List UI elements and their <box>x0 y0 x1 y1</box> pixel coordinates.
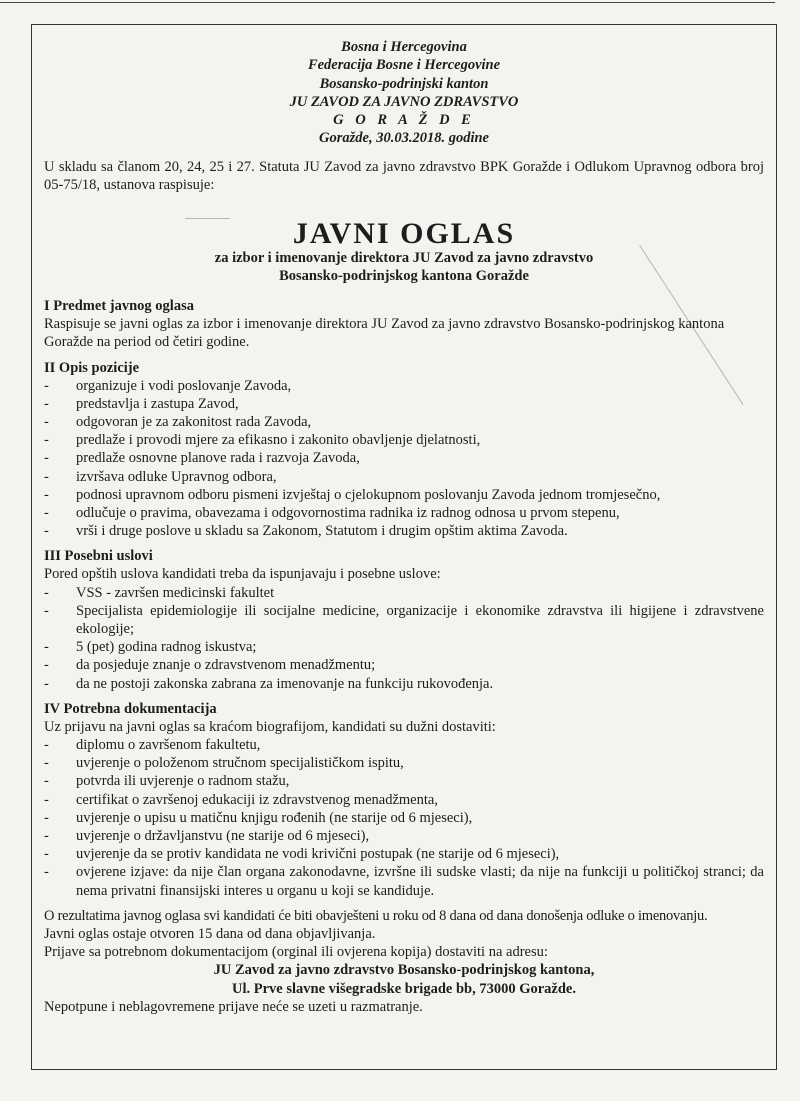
list-item: - da ne postoji zakonska zabrana za imenovanje na funkciju rukovođenja. <box>44 675 764 693</box>
section-4 <box>44 700 764 900</box>
open-period-text: Javni oglas ostaje otvoren 15 dana od dana objavljivanja. <box>44 926 376 943</box>
section-heading: IV Potrebna dokumentacija <box>44 700 217 717</box>
list-item: - izvršava odluke Upravnog odbora, <box>44 468 764 486</box>
letterhead <box>44 38 764 148</box>
submit-instructions: Prijave sa potrebnom dokumentacijom (orginal ili ovjerena kopija) dostaviti na adresu: <box>44 944 548 961</box>
list-item: - diplomu o završenom fakultetu, <box>44 736 764 754</box>
section-heading: I Predmet javnog oglasa <box>44 298 194 315</box>
duties-list <box>44 377 764 541</box>
list-item: - vrši i druge poslove u skladu sa Zakonom, Statutom i drugim opštim aktima Zavoda. <box>44 522 764 540</box>
top-border-line <box>0 2 775 3</box>
section-2 <box>44 359 764 541</box>
notice-title: JAVNI OGLAS <box>292 217 516 251</box>
header-canton: Bosansko-podrinjski kanton <box>319 75 489 92</box>
section-1 <box>44 297 764 351</box>
header-country: Bosna i Hercegovina <box>341 39 467 55</box>
section-text: Raspisuje se javni oglas za izbor i imenovanje direktora JU Zavod za javno zdravstvo Bosansko-podrinjskog kantona Goražde na period od četiri godine. <box>44 316 725 351</box>
section-heading: II Opis pozicije <box>44 359 140 376</box>
section-heading: III Posebni uslovi <box>44 548 153 565</box>
list-item: - uvjerenje o položenom stručnom specijalističkom ispitu, <box>44 754 764 772</box>
list-item: - predlaže i provodi mjere za efikasno i zakonito obavljenje djelatnosti, <box>44 431 764 449</box>
list-item: - VSS - završen medicinski fakultet <box>44 584 764 602</box>
results-paragraph: O rezultatima javnog oglasa svi kandidati će biti obavješteni u roku od 8 dana od dana donošenja odluke o imenovanju. <box>44 907 708 924</box>
documents-list <box>44 736 764 900</box>
list-item: - 5 (pet) godina radnog iskustva; <box>44 638 764 656</box>
list-item: - odlučuje o pravima, obavezama i odgovornostima radnika iz radnog odnosa u prvom stepenu, <box>44 504 764 522</box>
list-item: - uvjerenje o upisu u matičnu knjigu rođenih (ne starije od 6 mjeseci), <box>44 809 764 827</box>
requirements-list <box>44 584 764 693</box>
header-institution: JU ZAVOD ZA JAVNO ZDRAVSTVO <box>289 93 519 110</box>
list-item: - certifikat o završenoj edukaciji iz zdravstvenog menadžmenta, <box>44 791 764 809</box>
list-item: - uvjerenje o državljanstvu (ne starije od 6 mjeseci), <box>44 827 764 845</box>
section-lead: Pored opštih uslova kandidati treba da ispunjavaju i posebne uslove: <box>44 566 441 583</box>
list-item: - organizuje i vodi poslovanje Zavoda, <box>44 377 764 395</box>
notice-subtitle-line2: Bosansko-podrinjskog kantona Goražde <box>279 267 529 284</box>
list-item: - uvjerenje da se protiv kandidata ne vodi krivični postupak (ne starije od 6 mjeseci), <box>44 845 764 863</box>
list-item: - Specijalista epidemiologije ili socijalne medicine, organizacije i ekonomike zdravstva ili higijene i zdravstvene ekologije; <box>44 602 764 638</box>
list-item: - podnosi upravnom odboru pismeni izvještaj o cjelokupnom poslovanju Zavoda jednom tromjesečno, <box>44 486 764 504</box>
section-3 <box>44 547 764 692</box>
list-item: - predstavlja i zastupa Zavod, <box>44 395 764 413</box>
section-lead: Uz prijavu na javni oglas sa kraćom biografijom, kandidati su dužni dostaviti: <box>44 718 496 735</box>
notice-frame <box>31 24 777 1070</box>
closing-note: Nepotpune i neblagovremene prijave neće se uzeti u razmatranje. <box>44 998 423 1015</box>
header-city: G O R A Ž D E <box>333 112 475 129</box>
list-item: - predlaže osnovne planove rada i razvoja Zavoda, <box>44 449 764 467</box>
notice-content <box>44 38 764 1016</box>
list-item: - ovjerene izjave: da nije član organa zakonodavne, izvršne ili sudske vlasti; da nije na funkciji u političkoj stranci; da nema privatni finansijski interes u organu u koji se kandiduje. <box>44 863 764 899</box>
list-item: - potvrda ili uvjerenje o radnom stažu, <box>44 772 764 790</box>
address-line-2: Ul. Prve slavne višegradske brigade bb, 73000 Goražde. <box>232 980 576 997</box>
address-line-1: JU Zavod za javno zdravstvo Bosansko-podrinjskog kantona, <box>213 962 595 979</box>
header-federation: Federacija Bosne i Hercegovine <box>307 57 501 74</box>
header-date: Goražde, 30.03.2018. godine <box>319 130 489 147</box>
list-item: - da posjeduje znanje o zdravstvenom menadžmentu; <box>44 656 764 674</box>
notice-subtitle-line1: za izbor i imenovanje direktora JU Zavod za javno zdravstvo <box>214 250 594 267</box>
list-item: - odgovoran je za zakonitost rada Zavoda, <box>44 413 764 431</box>
closing-block <box>44 907 764 1016</box>
intro-paragraph: U skladu sa članom 20, 24, 25 i 27. Statuta JU Zavod za javno zdravstvo BPK Goražde i Odlukom Upravnog odbora broj 05-75/18, ustanova raspisuje: <box>44 158 764 193</box>
